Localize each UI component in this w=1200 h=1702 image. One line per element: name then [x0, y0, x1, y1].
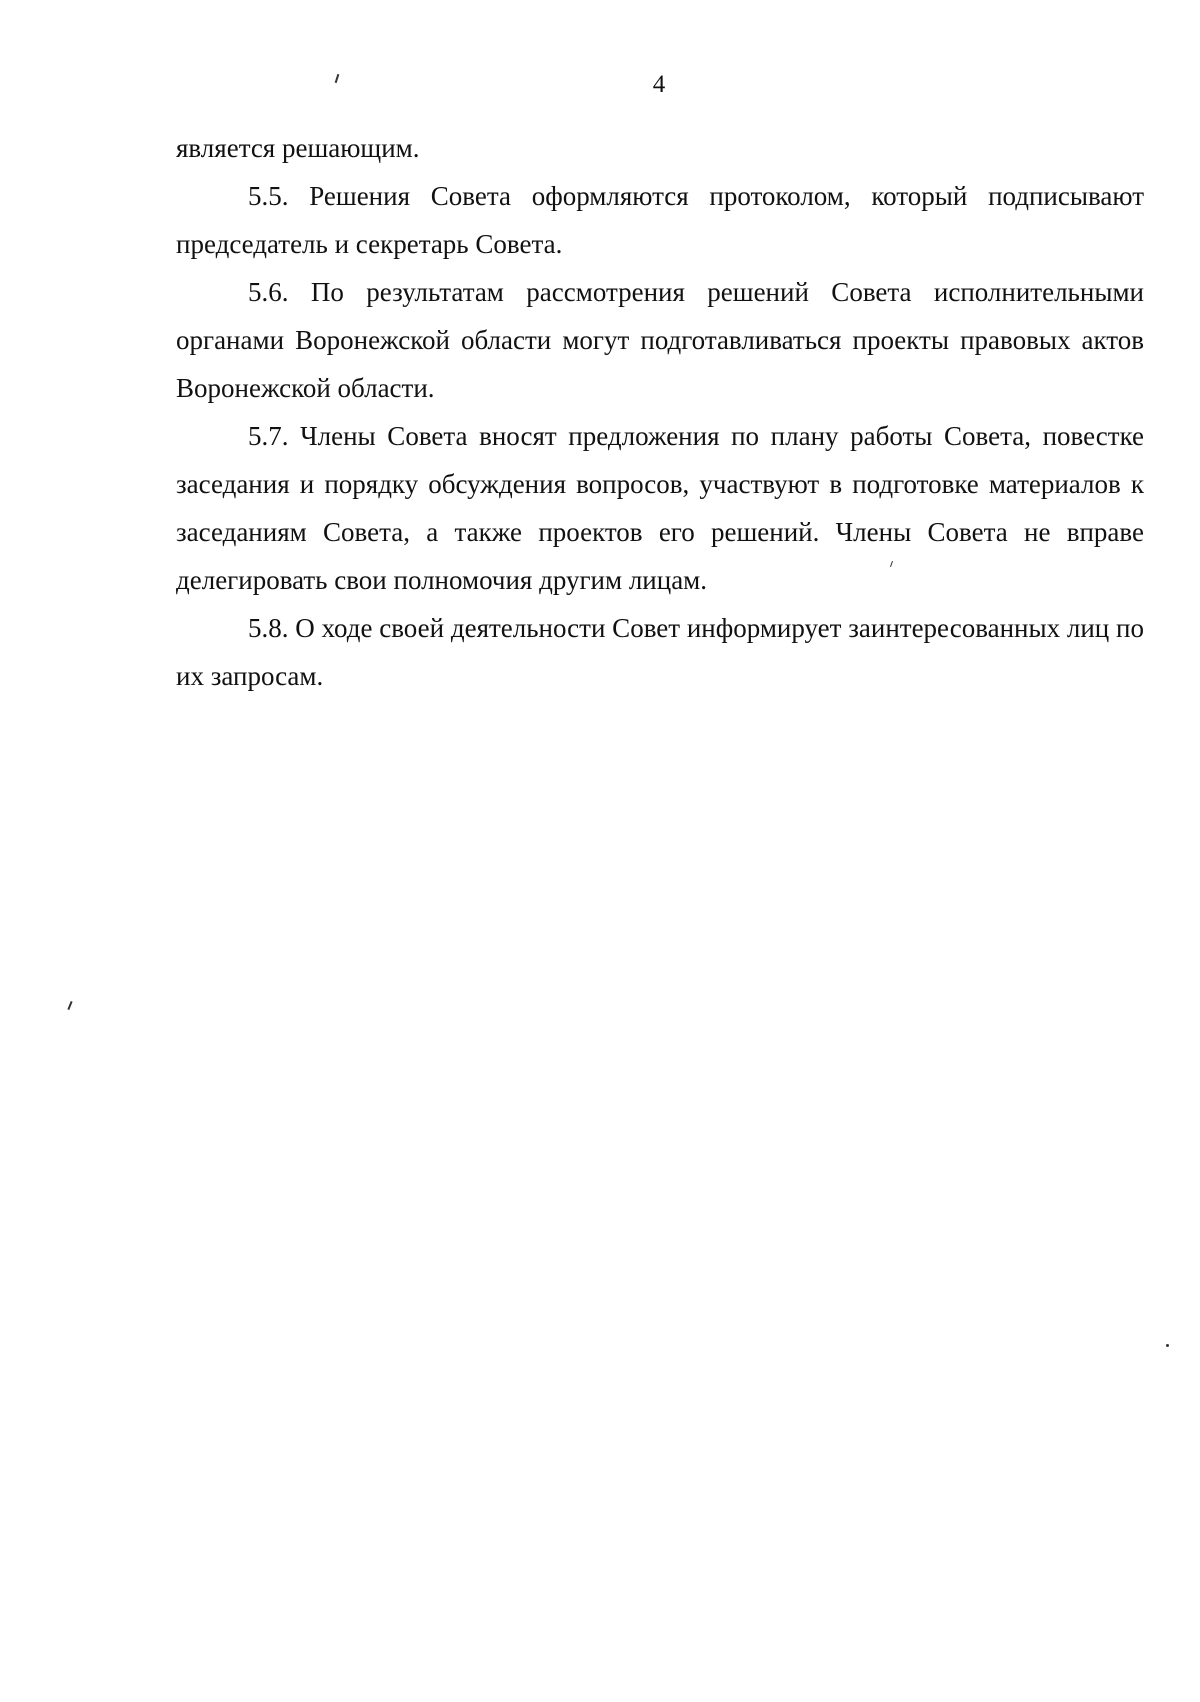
paragraph-5-8: 5.8. О ходе своей деятельности Совет информирует заинтересованных лиц по их запросам.: [176, 613, 1144, 691]
paragraph-5-5: 5.5. Решения Совета оформляются протоколом, который подписывают председатель и секретарь Совета.: [176, 181, 1144, 259]
scan-artifact-mark: [67, 1001, 72, 1010]
scan-artifact-dot: [1166, 1344, 1169, 1347]
paragraph-5-6: 5.6. По результатам рассмотрения решений Совета исполнительными органами Воронежской области могут подготавливаться проекты правовых актов Воронежской области.: [176, 277, 1144, 403]
page-number: 4: [652, 71, 666, 98]
paragraph-continuation: является решающим.: [176, 133, 420, 163]
page-number-container: [0, 70, 1200, 100]
document-body: [176, 124, 1144, 700]
paragraph-5-7: 5.7. Члены Совета вносят предложения по плану работы Совета, повестке заседания и порядку обсуждения вопросов, участвуют в подготовке материалов к заседаниям Совета, а также проектов его решений. Члены Совета не вправе делегировать свои полномочия другим лицам.: [176, 421, 1144, 595]
